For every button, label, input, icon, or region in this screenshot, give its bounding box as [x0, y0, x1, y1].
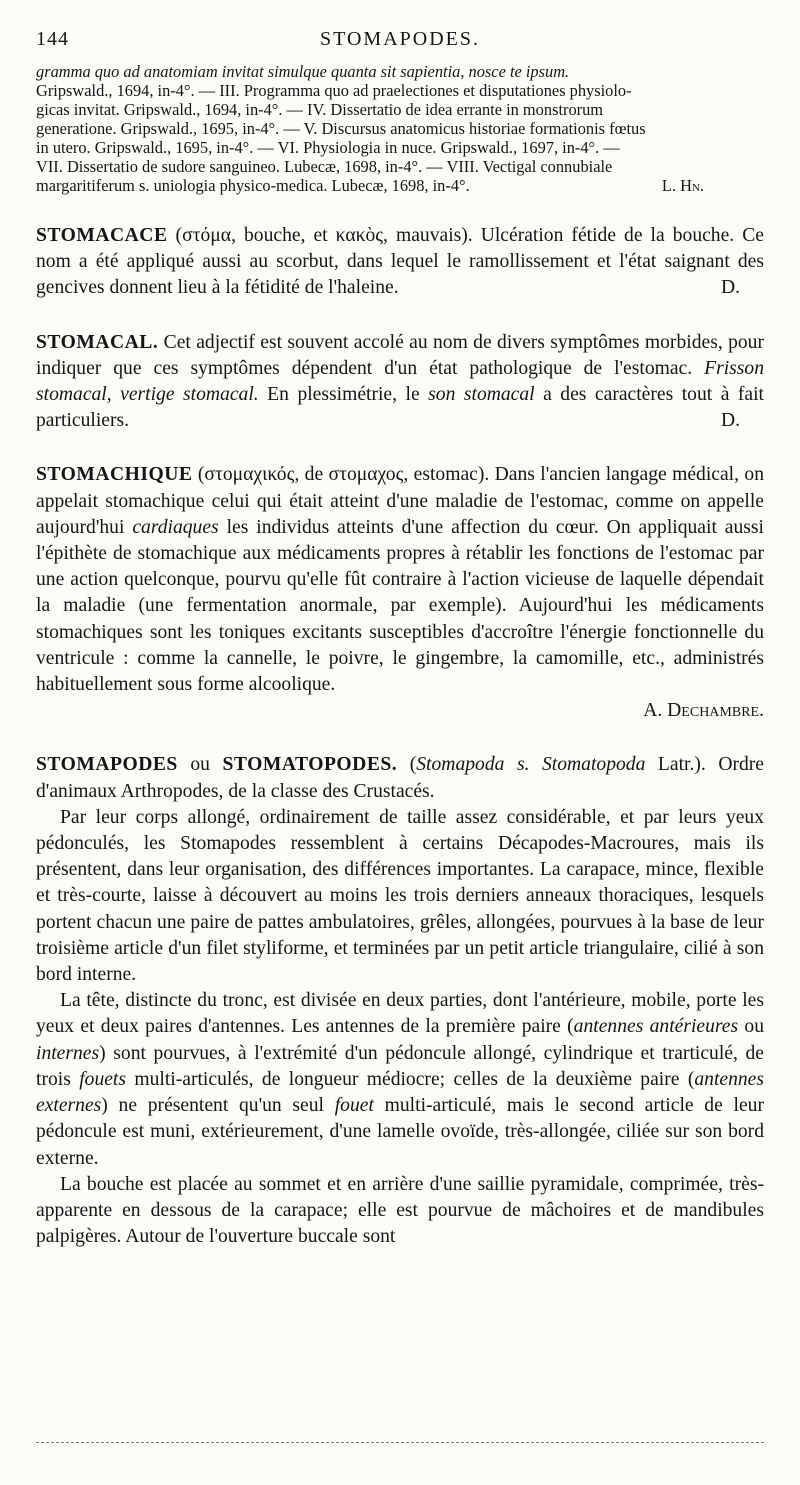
- article-text: ) ne présentent qu'un seul: [101, 1095, 335, 1117]
- headword: STOMACAL.: [36, 331, 159, 353]
- article-text: (στομαχικός, de στομαχος, estomac). Dans l'ancien langage médical, on appelait stomachique celui qui était atteint d'une maladie de l'estomac, comme on appelle aujourd'hui: [36, 464, 764, 538]
- biblio-line: VII. Dissertatio de sudore sanguineo. Lubecæ, 1698, in-4°. — VIII. Vectigal connubiale: [36, 157, 613, 176]
- article-text: En plessimétrie, le: [258, 384, 429, 406]
- biblio-signature: L. Hn.: [661, 176, 704, 195]
- article-paragraph: [36, 988, 764, 1171]
- article-italic: fouet: [334, 1095, 374, 1117]
- running-title: STOMAPODES.: [320, 28, 480, 50]
- article-italic: Stomapoda s. Stomatopoda: [416, 754, 646, 776]
- article-italic: Frisson stomacal, vertige stomacal.: [36, 357, 764, 406]
- article-author: A. Dechambre.: [643, 700, 764, 722]
- article-paragraph: La bouche est placée au sommet et en arrière d'une saillie pyramidale, comprimée, très-apparente en dessous de la carapace; elle est pourvue de mâchoires et de mandibules palpigères. Autour de l'ouverture buccale sont: [36, 1173, 764, 1248]
- article-stomacal: [36, 330, 764, 435]
- page-header: [36, 22, 764, 52]
- biblio-line: Gripswald., 1694, in-4°. — III. Programma quo ad praelectiones et disputationes physiolo-: [36, 81, 632, 100]
- article-signature: D.: [720, 410, 740, 432]
- article-italic: antennes antérieures: [573, 1016, 739, 1038]
- article-italic: internes: [36, 1042, 100, 1064]
- article-text: ) sont pourvues, à l'extrémité d'un pédoncule allongé, cylindrique et trarticulé, de trois: [36, 1042, 764, 1090]
- article-italic: cardiaques: [132, 516, 219, 538]
- biblio-line: margaritiferum s. uniologia physico-medica. Lubecæ, 1698, in-4°.: [36, 176, 470, 195]
- article-text: Cet adjectif est souvent accolé au nom de divers symptômes morbides, pour indiquer que ces symptômes dépendent d'un état pathologique de l'estomac.: [36, 331, 764, 379]
- article-text: (στόμα, bouche, et κακὸς, mauvais). Ulcération fétide de la bouche. Ce nom a été appliqué aussi au scorbut, dans lequel le ramollissement et l'état saignant des gencives donnent lieu à la fétidité de l'haleine.: [36, 225, 764, 299]
- footer-divider: [36, 1442, 764, 1443]
- article-italic: fouets: [79, 1068, 127, 1090]
- biblio-line: gramma quo ad anatomiam invitat simulque quanta sit sapientia, nosce te ipsum.: [36, 62, 570, 81]
- headword-alt: STOMATOPODES.: [222, 754, 398, 776]
- article-stomachique: [36, 462, 764, 724]
- bibliography-block: [36, 62, 764, 195]
- article-signature: D.: [720, 277, 740, 299]
- article-text: multi-articulé, mais le second article de leur pédoncule est muni, extérieurement, d'une lamelle ovoïde, très-allongée, ciliée sur son bord externe.: [36, 1095, 764, 1169]
- biblio-line: generatione. Gripswald., 1695, in-4°. — V. Discursus anatomicus historiae formationis fœtus: [36, 119, 646, 138]
- article-text: (: [397, 754, 417, 776]
- article-paragraph: Par leur corps allongé, ordinairement de taille assez considérable, et par leurs yeux pédonculés, les Stomapodes ressemblent à certains Décapodes-Macroures, mais ils présentent, dans leur organisation, des différences importantes. La carapace, mince, flexible et très-courte, laisse à découvert au moins les trois derniers anneaux thoraciques, lesquels portent chacun une paire de pattes ambulatoires, grêles, allongées, pourvues à la base de leur troisième article d'un filet styliforme, et terminées par un petit article triangulaire, cilié à son bord interne.: [36, 806, 764, 986]
- article-text: La tête, distincte du tronc, est divisée en deux parties, dont l'antérieure, mobile, porte les yeux et deux paires d'antennes. Les antennes de la première paire (: [36, 990, 764, 1038]
- article-italic: son stomacal: [428, 384, 535, 406]
- article-stomacace: [36, 223, 764, 302]
- article-text: ou: [738, 1016, 764, 1038]
- article-text: multi-articulés, de longueur médiocre; celles de la deuxième paire (: [126, 1068, 695, 1090]
- article-text: ou: [177, 754, 223, 776]
- biblio-line: in utero. Gripswald., 1695, in-4°. — VI. Physiologia in nuce. Gripswald., 1697, in-4°. —: [36, 138, 620, 157]
- article-text: Latr.). Ordre d'animaux Arthropodes, de la classe des Crustacés.: [36, 754, 765, 802]
- biblio-line: gicas invitat. Gripswald., 1694, in-4°. — IV. Dissertatio de idea errante in monstrorum: [36, 100, 604, 119]
- article-text: les individus atteints d'une affection du cœur. On appliquait aussi l'épithète de stomachique aux médicaments propres à rétablir les fonctions de l'estomac par une action quelconque, pourvu qu'elle fût contraire à l'action vicieuse de laquelle dépendait la maladie (une fermentation anormale, par exemple). Aujourd'hui les médicaments stomachiques sont les toniques excitants susceptibles d'accroître l'énergie fonctionnelle du ventricule : comme la cannelle, le poivre, le gingembre, la camomille, etc., administrés habituellement sous forme alcoolique.: [36, 516, 764, 696]
- page-number: 144: [36, 28, 69, 50]
- headword: STOMAPODES: [36, 754, 178, 776]
- article-stomapodes: [36, 752, 764, 1250]
- headword: STOMACACE: [36, 225, 168, 246]
- article-italic: antennes externes: [36, 1068, 764, 1117]
- headword: STOMACHIQUE: [36, 464, 193, 486]
- article-text: a des caractères tout à fait particuliers.: [36, 384, 764, 432]
